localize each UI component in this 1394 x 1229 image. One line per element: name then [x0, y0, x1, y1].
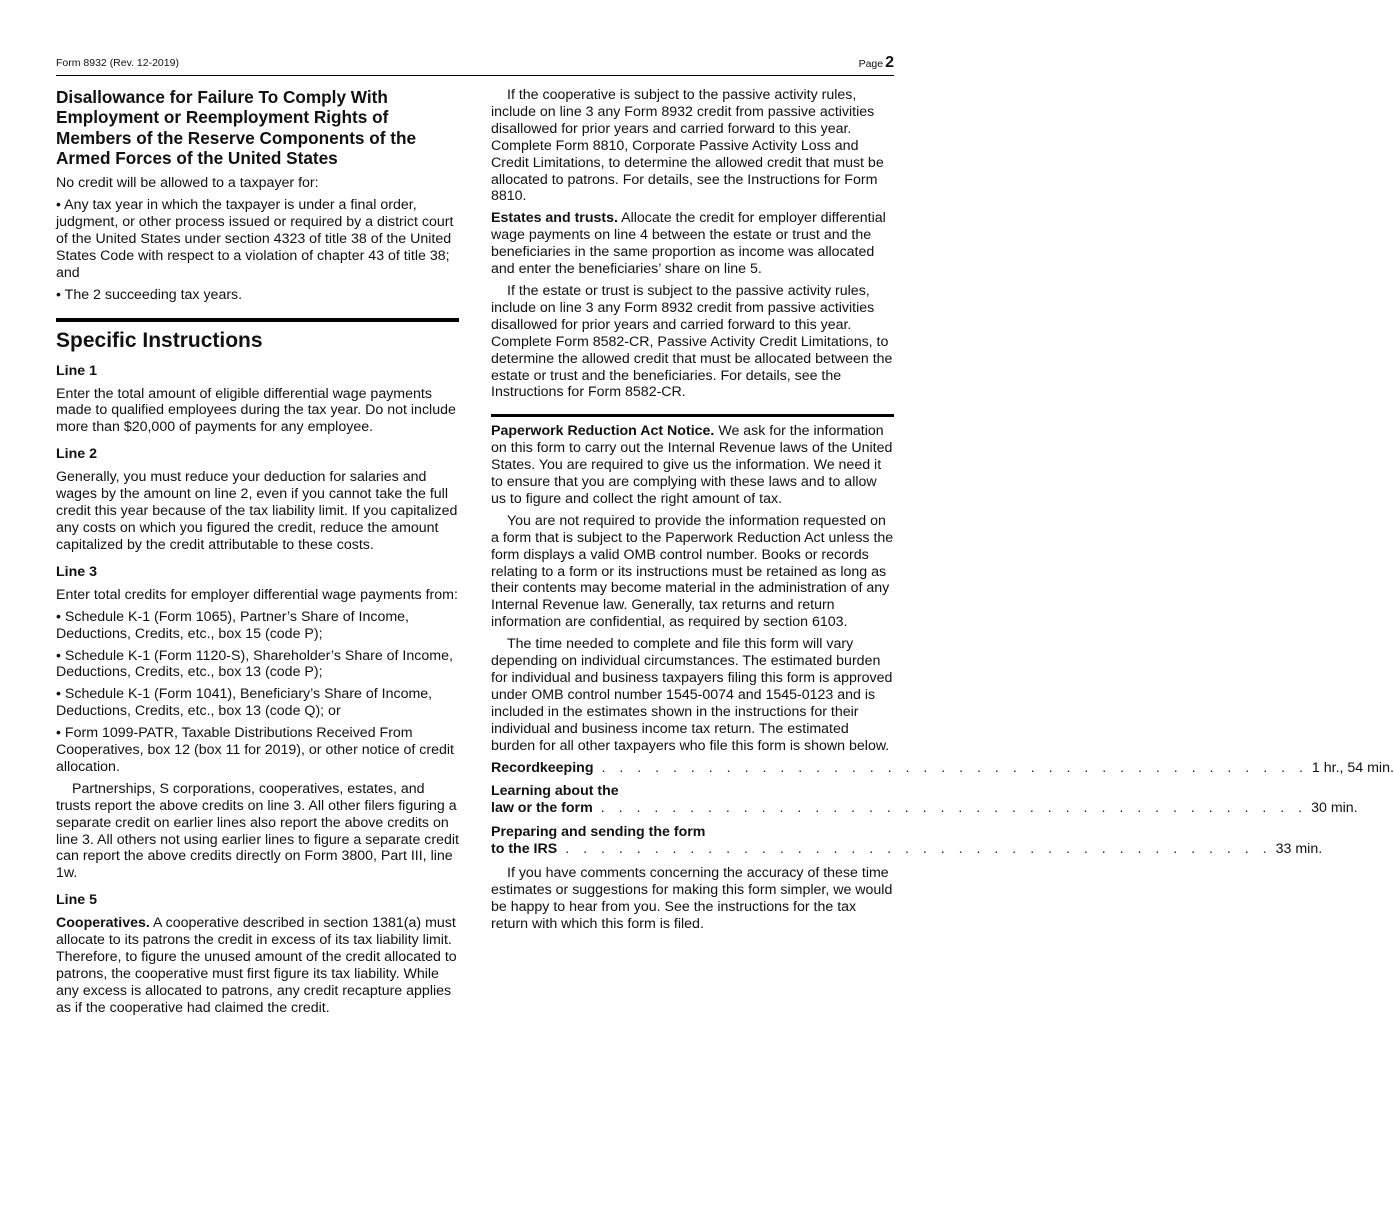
- estates-label: Estates and trusts.: [491, 210, 618, 227]
- burden-learning: [491, 783, 1358, 817]
- disallowance-bullet-1: • Any tax year in which the taxpayer is under a final order, judgment, or other process issued or required by a district court of the United States under section 4323 of title 38 of the United States Code with respect to a violation of chapter 43 of title 38; and: [56, 197, 454, 281]
- learning-value: 30 min.: [1311, 800, 1358, 817]
- page-label: Page: [858, 58, 884, 70]
- leader-dots: . . . . . . . . . . . . . . . . . . . . . . . . . . . . . . . . . . . . . . . .: [565, 841, 1272, 858]
- recordkeeping-value: 1 hr., 54 min.: [1311, 759, 1394, 776]
- cooperatives-label: Cooperatives.: [56, 915, 150, 932]
- comments-paragraph: If you have comments concerning the accuracy of these time estimates or suggestions for making this form simpler, we would be happy to hear from you. See the instructions for the tax return with which this form is filed.: [491, 865, 893, 932]
- cooperatives-text: A cooperative described in section 1381(a) must allocate to its patrons the credit in excess of its tax liability limit. Therefore, to figure the unused amount of the credit allocated to patrons, the cooperative must first figure its tax liability. While any excess is allocated to patrons, any credit recapture applies as if the cooperative had claimed the credit.: [56, 915, 457, 1016]
- line3-bullet-4: • Form 1099-PATR, Taxable Distributions Received From Cooperatives, box 12 (box 11 for 2019), or other notice of credit allocation.: [56, 725, 454, 775]
- disallowance-title: Disallowance for Failure To Comply With Employment or Reemployment Rights of Members of the Reserve Components of the Armed Forces of the United States: [56, 87, 417, 168]
- specific-instructions-title: Specific Instructions: [56, 328, 263, 352]
- learning-label-line2: law or the form: [491, 800, 593, 817]
- disallowance-bullet-2: • The 2 succeeding tax years.: [56, 286, 243, 303]
- preparing-value: 33 min.: [1275, 841, 1323, 858]
- line3-bullet-1: • Schedule K-1 (Form 1065), Partner’s Share of Income, Deductions, Credits, etc., box 15 (code P);: [56, 608, 409, 642]
- line2-text: Generally, you must reduce your deduction for salaries and wages by the amount on line 2, even if you cannot take the full credit this year because of the tax liability limit. If you capitalized any costs on which you figured the credit, reduce the amount capitalized by the credit attributable to these costs.: [56, 469, 458, 553]
- section-divider: [491, 414, 894, 417]
- estates-paragraph: [491, 210, 894, 278]
- page-header: [56, 54, 894, 76]
- burden-recordkeeping: [491, 759, 1394, 777]
- preparing-label-line2: to the IRS: [491, 841, 558, 858]
- page-indicator: [859, 54, 894, 72]
- line3-heading: Line 3: [56, 563, 97, 580]
- line1-heading: Line 1: [56, 362, 97, 379]
- recordkeeping-label: Recordkeeping: [491, 759, 594, 776]
- line5-heading: Line 5: [56, 892, 97, 909]
- pra-paragraph-3: The time needed to complete and file this form will vary depending on individual circumstances. The estimated burden for individual and business taxpayers filing this form is approved under OMB control number 1545-0074 and 1545-0123 and is included in the estimates shown in the instructions for their individual and business income tax return. The estimated burden for all other taxpayers who file this form is shown below.: [491, 636, 893, 754]
- pra-paragraph: [491, 423, 894, 508]
- estates-passive-text: If the estate or trust is subject to the passive activity rules, include on line 3 any Form 8932 credit from passive activities disallowed for prior years and carried forward to this year. Complete Form 8582-CR, Passive Activity Credit Limitations, to determine the allowed credit that must be allocated between the estate or trust and the beneficiaries. For details, see the Instructions for Form 8582-CR.: [491, 282, 893, 401]
- no-credit-text: No credit will be allowed to a taxpayer for:: [56, 175, 319, 192]
- pra-paragraph-2: You are not required to provide the information requested on a form that is subject to the Paperwork Reduction Act unless the form displays a valid OMB control number. Books or records relating to a form or its instructions must be retained as long as their contents may become material in the administration of any Internal Revenue law. Generally, tax returns and return information are confidential, as required by section 6103.: [491, 512, 894, 631]
- leader-dots: . . . . . . . . . . . . . . . . . . . . . . . . . . . . . . . . . . . . . . . .: [600, 800, 1308, 817]
- pra-label: Paperwork Reduction Act Notice.: [491, 423, 715, 440]
- right-column: [491, 87, 1394, 938]
- form-id: Form 8932 (Rev. 12-2019): [56, 57, 179, 69]
- burden-preparing: [491, 824, 1323, 858]
- leader-dots: . . . . . . . . . . . . . . . . . . . . . . . . . . . . . . . . . . . . . . . .: [601, 759, 1308, 776]
- line3-bullet-2: • Schedule K-1 (Form 1120-S), Shareholder’s Share of Income, Deductions, Credits, etc., box 13 (code P);: [56, 647, 453, 681]
- specific-instructions-section: [56, 318, 459, 1017]
- estates-text: Allocate the credit for employer differential wage payments on line 4 between the estate or trust and the beneficiaries in the same proportion as income was allocated and enter the beneficiaries’ share on line 5.: [491, 210, 886, 278]
- cooperatives-paragraph: [56, 915, 459, 1016]
- line1-text: Enter the total amount of eligible differential wage payments made to qualified employees during the tax year. Do not include more than $20,000 of payments for any employee.: [56, 385, 456, 436]
- left-column: [56, 87, 459, 1022]
- learning-label-line1: Learning about the: [491, 783, 619, 800]
- line3-bullet-3: • Schedule K-1 (Form 1041), Beneficiary’s Share of Income, Deductions, Credits, etc., box 13 (code Q); or: [56, 686, 433, 720]
- pra-text: We ask for the information on this form to carry out the Internal Revenue laws of the United States. You are required to give us the information. We need it to ensure that you are complying with these laws and to allow us to figure and collect the right amount of tax.: [491, 423, 893, 507]
- preparing-label-line1: Preparing and sending the form: [491, 824, 706, 841]
- cooperative-passive-text: If the cooperative is subject to the passive activity rules, include on line 3 any Form 8932 credit from passive activities disallowed for prior years and carried forward to this year. Complete Form 8810, Corporate Passive Activity Loss and Credit Limitations, to determine the allowed credit that must be allocated to patrons. For details, see the Instructions for Form 8810.: [491, 87, 884, 205]
- line3-paragraph: Partnerships, S corporations, cooperatives, estates, and trusts report the above credits on line 3. All other filers figuring a separate credit on earlier lines also report the above credits on line 3. All others not using earlier lines to figure a separate credit can report the above credits directly on Form 3800, Part III, line 1w.: [56, 780, 459, 882]
- line2-heading: Line 2: [56, 446, 97, 463]
- page-number: 2: [885, 54, 894, 71]
- line3-intro: Enter total credits for employer differential wage payments from:: [56, 586, 458, 603]
